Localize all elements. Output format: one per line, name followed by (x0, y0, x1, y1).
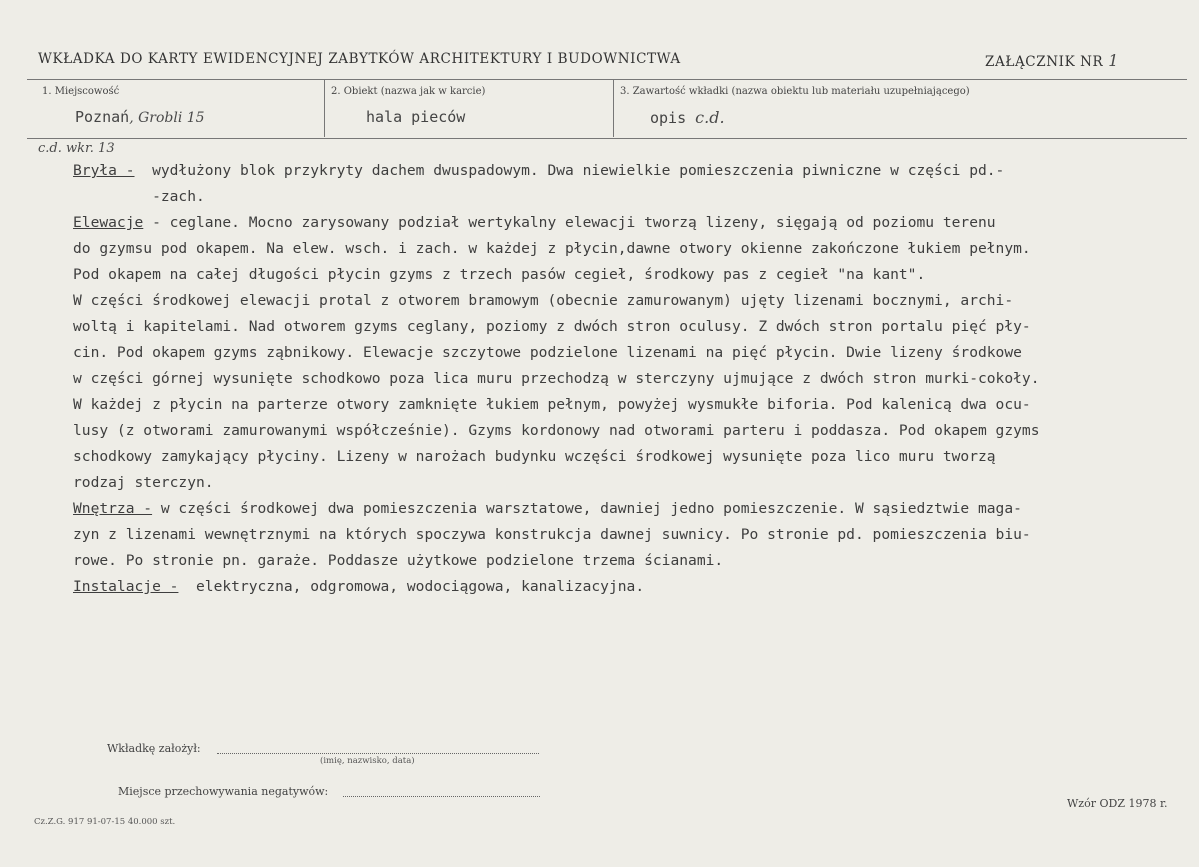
negatives-label: Miejsce przechowywania negatywów: (118, 785, 329, 798)
body-line (73, 366, 1193, 392)
body-line (73, 392, 1193, 418)
place-text: Poznań (75, 108, 130, 126)
negatives-line (343, 796, 540, 797)
body-line-text: cin. Pod okapem gzyms ząbnikowy. Elewacje szczytowe podzielone lizenami na pięć płycin. Dwie lizeny środkowe (73, 344, 1022, 361)
body-line-text: w części górnej wysunięte schodkowo poza lica muru przechodzą w sterczyny ujmujące z dwóch stron murki-cokoły. (73, 370, 1040, 387)
content-label: 3. Zawartość wkładki (nazwa obiektu lub materiału uzupełniającego) (620, 86, 970, 97)
body-line (73, 496, 1193, 522)
body-line (73, 158, 1193, 184)
body-line-text: -zach. (73, 188, 205, 205)
print-reference: Cz.Z.G. 917 91-07-15 40.000 szt. (34, 817, 176, 827)
body-line (73, 418, 1193, 444)
body-line (73, 444, 1193, 470)
body-line (73, 340, 1193, 366)
form-reference: Wzór ODZ 1978 r. (1067, 797, 1168, 810)
body-line (73, 236, 1193, 262)
place-handwritten: , Grobli 15 (129, 110, 205, 126)
body-line-text: woltą i kapitelami. Nad otworem gzyms ceglany, poziomy z dwóch stron oculusy. Z dwóch stron portalu pięć pły- (73, 318, 1031, 335)
document-title: WKŁADKA DO KARTY EWIDENCYJNEJ ZABYTKÓW ARCHITEKTURY I BUDOWNICTWA (38, 51, 681, 67)
section-heading: Bryła - (73, 162, 135, 179)
content-handwritten: c.d. (695, 108, 725, 127)
object-label: 2. Obiekt (nazwa jak w karcie) (331, 86, 486, 97)
body-line (73, 184, 1193, 210)
section-heading: Instalacje - (73, 578, 179, 595)
body-line (73, 210, 1193, 236)
section-heading: Wnętrza - (73, 500, 153, 517)
field-divider (613, 79, 614, 137)
body-line-text: w części środkowej dwa pomieszczenia warsztatowe, dawniej jedno pomieszczenie. W sąsiedztwie maga- (152, 500, 1022, 517)
field-divider (324, 79, 325, 137)
body-line-text: W każdej z płycin na parterze otwory zamknięte łukiem pełnym, powyżej wysmukłe biforia. Pod kalenicą dwa ocu- (73, 396, 1031, 413)
body-line (73, 314, 1193, 340)
body-line (73, 470, 1193, 496)
body-line-text: elektryczna, odgromowa, wodociągowa, kanalizacyjna. (178, 578, 645, 595)
made-by-label: Wkładkę założył: (107, 742, 201, 755)
place-value (75, 108, 205, 126)
body-line-text: do gzymsu pod okapem. Na elew. wsch. i zach. w każdej z płycin,dawne otwory okienne zakończone łukiem pełnym. (73, 240, 1031, 257)
body-line-text: W części środkowej elewacji protal z otworem bramowym (obecnie zamurowanym) ujęty lizenami bocznymi, archi- (73, 292, 1014, 309)
body-line (73, 288, 1193, 314)
description-body (73, 158, 1193, 600)
made-by-hint: (imię, nazwisko, data) (320, 756, 415, 766)
body-line-text: - ceglane. Mocno zarysowany podział wertykalny elewacji tworzą lizeny, sięgają od poziomu terenu (143, 214, 996, 231)
annex-label-text: ZAŁĄCZNIK NR (985, 54, 1104, 70)
place-label: 1. Miejscowość (42, 86, 120, 97)
content-value (650, 108, 725, 127)
content-text: opis (650, 109, 687, 127)
body-line-text: wydłużony blok przykryty dachem dwuspadowym. Dwa niewielkie pomieszczenia piwniczne w części pd.- (134, 162, 1005, 179)
body-line (73, 262, 1193, 288)
margin-note: c.d. wkr. 13 (38, 141, 115, 156)
body-line-text: rodzaj sterczyn. (73, 474, 214, 491)
made-by-line (217, 753, 539, 754)
body-line (73, 574, 1193, 600)
body-line-text: lusy (z otworami zamurowanymi współcześnie). Gzyms kordonowy nad otworami parteru i poddasza. Pod okapem gzyms (73, 422, 1040, 439)
section-heading: Elewacje (73, 214, 144, 231)
body-line (73, 522, 1193, 548)
body-line (73, 548, 1193, 574)
body-line-text: zyn z lizenami wewnętrznymi na których spoczywa konstrukcja dawnej suwnicy. Po stronie pd. pomieszczenia biu- (73, 526, 1031, 543)
body-line-text: schodkowy zamykający płyciny. Lizeny w narożach budynku wczęści środkowej wysunięte poza lico muru tworzą (73, 448, 996, 465)
object-value: hala pieców (366, 108, 466, 126)
annex-label (985, 51, 1119, 70)
annex-number: 1 (1108, 51, 1120, 70)
body-line-text: rowe. Po stronie pn. garaże. Poddasze użytkowe podzielone trzema ścianami. (73, 552, 724, 569)
body-line-text: Pod okapem na całej długości płycin gzyms z trzech pasów cegieł, środkowy pas z cegieł "na kant". (73, 266, 926, 283)
